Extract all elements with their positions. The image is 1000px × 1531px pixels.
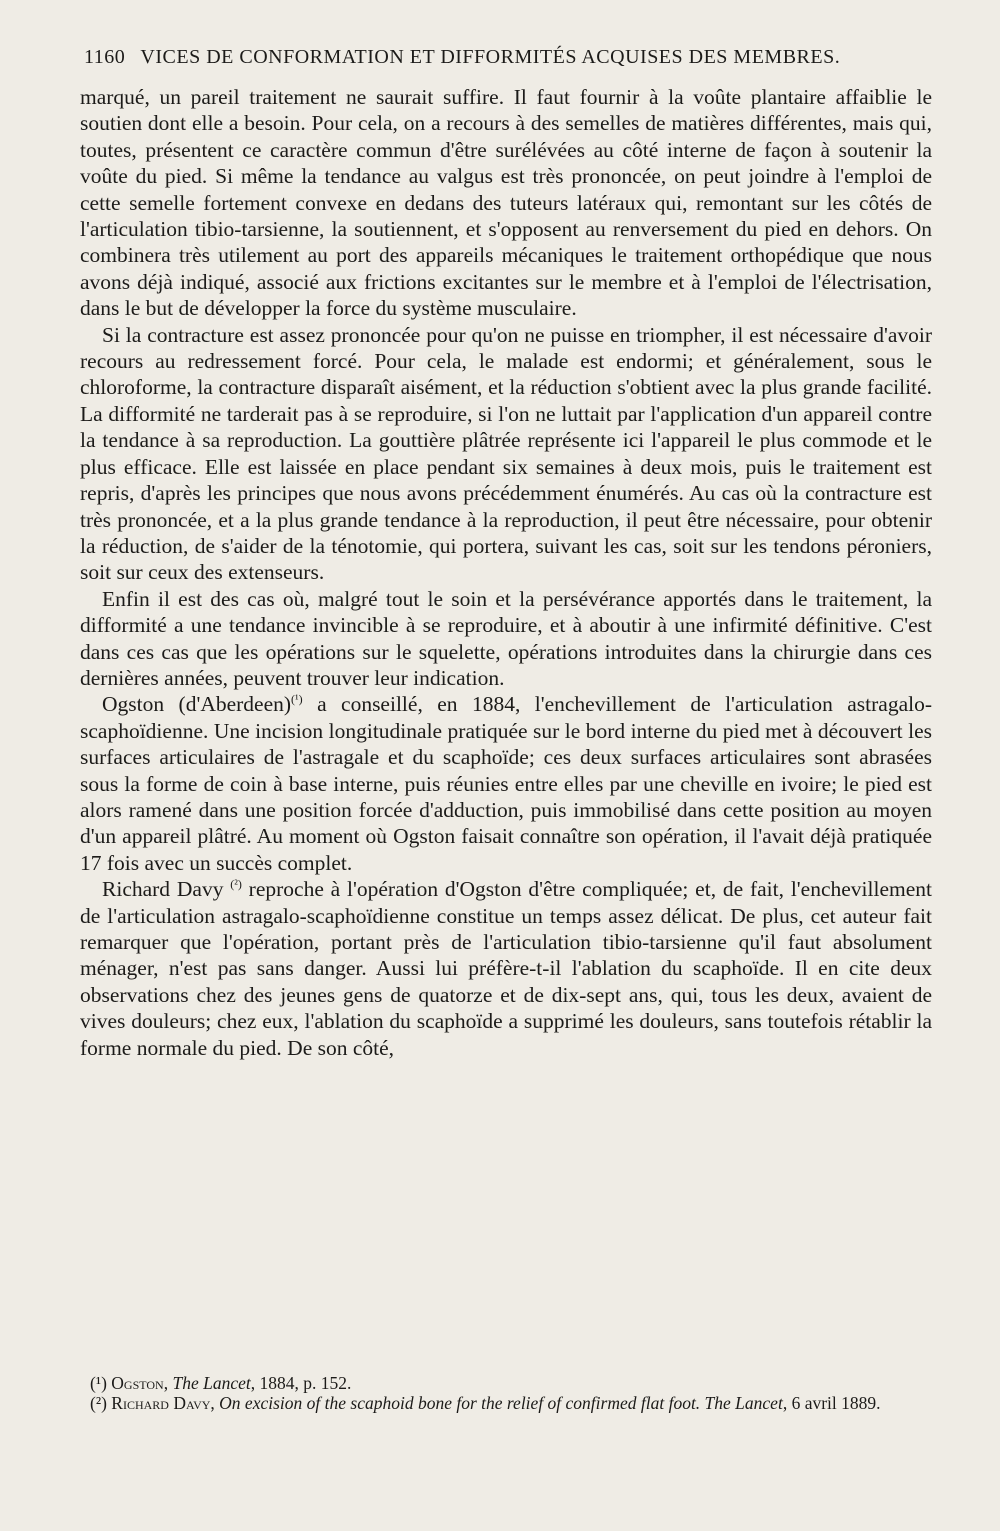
text-run: Enfin il est des cas où, malgré tout le soin et la persévérance apportés dans le traitement, la difformité a une tendance invincible à se reproduire, et à aboutir à une infirmité définitive. C'est dans ces cas que les opérations sur le squelette, opérations introduites dans la chirurgie dans ces dernières années, peuvent trouver leur indication. [80, 586, 932, 690]
text-run: (¹) [90, 1373, 112, 1393]
text-run: reproche à l'opération d'Ogston d'être compliquée; et, de fait, l'enchevillement de l'articulation astragalo-scaphoïdienne constitue un temps assez délicat. De plus, cet auteur fait remarquer que l'opération, portant près de l'articulation tibio-tarsienne qu'il faut absolument ménager, n'est pas sans danger. Aussi lui préfère-t-il l'ablation du scaphoïde. Il en cite deux observations chez des jeunes gens de quatorze et de dix-sept ans, qui, tous les deux, avaient de vives douleurs; chez eux, l'ablation du scaphoïde a supprimé les douleurs, sans toutefois rétablir la forme normale du pied. De son côté, [80, 877, 932, 1060]
work-title: The Lancet [172, 1373, 251, 1393]
author-name: Ogston [111, 1373, 164, 1393]
author-name: Richard Davy [111, 1393, 211, 1413]
paragraph [80, 691, 932, 876]
text-run: , [210, 1393, 220, 1413]
paragraph [80, 84, 932, 322]
text-run: Si la contracture est assez prononcée pour qu'on ne puisse en triompher, il est nécessaire d'avoir recours au redressement forcé. Pour cela, le malade est endormi; et généralement, sous le chloroforme, la contracture disparaît aisément, et la réduction s'obtient avec la plus grande facilité. La difformité ne tarderait pas à se reproduire, si l'on ne luttait par l'application d'un appareil contre la tendance à sa reproduction. La gouttière plâtrée représente ici l'appareil le plus commode et le plus efficace. Elle est laissée en place pendant six semaines à deux mois, puis le traitement est repris, d'après les principes que nous avons précédemment énumérés. Au cas où la contracture est très prononcée, et a la plus grande tendance à la reproduction, il peut être nécessaire, pour obtenir la réduction, de s'aider de la ténotomie, qui portera, suivant les cas, soit sur les tendons péroniers, soit sur ceux des extenseurs. [80, 322, 932, 585]
footnote [80, 1373, 932, 1393]
running-header [84, 46, 904, 69]
footnote [80, 1393, 932, 1413]
footnote-ref: (²) [230, 877, 242, 892]
work-title: On excision of the scaphoid bone for the relief of confirmed flat foot. The Lancet [219, 1393, 783, 1413]
text-run: marqué, un pareil traitement ne saurait suffire. Il faut fournir à la voûte plantaire affaiblie le soutien dont elle a besoin. Pour cela, on a recours à des semelles de matières différentes, mais qui, toutes, présentent ce caractère commun d'être surélévées au côté interne de façon à soutenir la voûte du pied. Si même la tendance au valgus est très prononcée, on peut joindre à l'emploi de cette semelle fortement convexe en dedans des tuteurs latéraux qui, remontant sur les côtés de l'articulation tibio-tarsienne, la soutiennent, et s'opposent au renversement du pied en dehors. On combinera très utilement au port des appareils mécaniques le traitement orthopédique que nous avons déjà indiqué, associé aux frictions excitantes sur le membre et à l'emploi de l'électrisation, dans le but de développer la force du système musculaire. [80, 85, 932, 321]
text-run: a conseillé, en 1884, l'enchevillement de l'articulation astragalo-scaphoïdienne. Une incision longitudinale pratiquée sur le bord interne du pied met à découvert les surfaces articulaires de l'astragale et du scaphoïde; ces deux surfaces articulaires sont abrasées sous la forme de coin à base interne, puis réunies entre elles par une cheville en ivoire; le pied est alors ramené dans une position forcée d'adduction, puis immobilisé dans cette position au moyen d'un appareil plâtré. Au moment où Ogston faisait connaître son opération, il l'avait déjà pratiquée 17 fois avec un succès complet. [80, 692, 932, 875]
paragraph [80, 322, 932, 586]
text-run: , 6 avril 1889. [782, 1393, 881, 1413]
text-run: , 1884, p. 152. [250, 1373, 352, 1393]
body-text [80, 84, 932, 1061]
running-title: VICES DE CONFORMATION ET DIFFORMITÉS ACQUISES DES MEMBRES. [140, 46, 841, 68]
text-run: Ogston (d'Aberdeen) [102, 692, 292, 717]
footnote-ref: (¹) [291, 692, 303, 707]
footnotes [80, 1373, 932, 1413]
text-run: (²) [90, 1393, 112, 1413]
paragraph [80, 876, 932, 1061]
text-run: , [163, 1373, 173, 1393]
paragraph [80, 586, 932, 692]
page-number: 1160 [84, 46, 126, 68]
text-run: Richard Davy [102, 877, 231, 902]
